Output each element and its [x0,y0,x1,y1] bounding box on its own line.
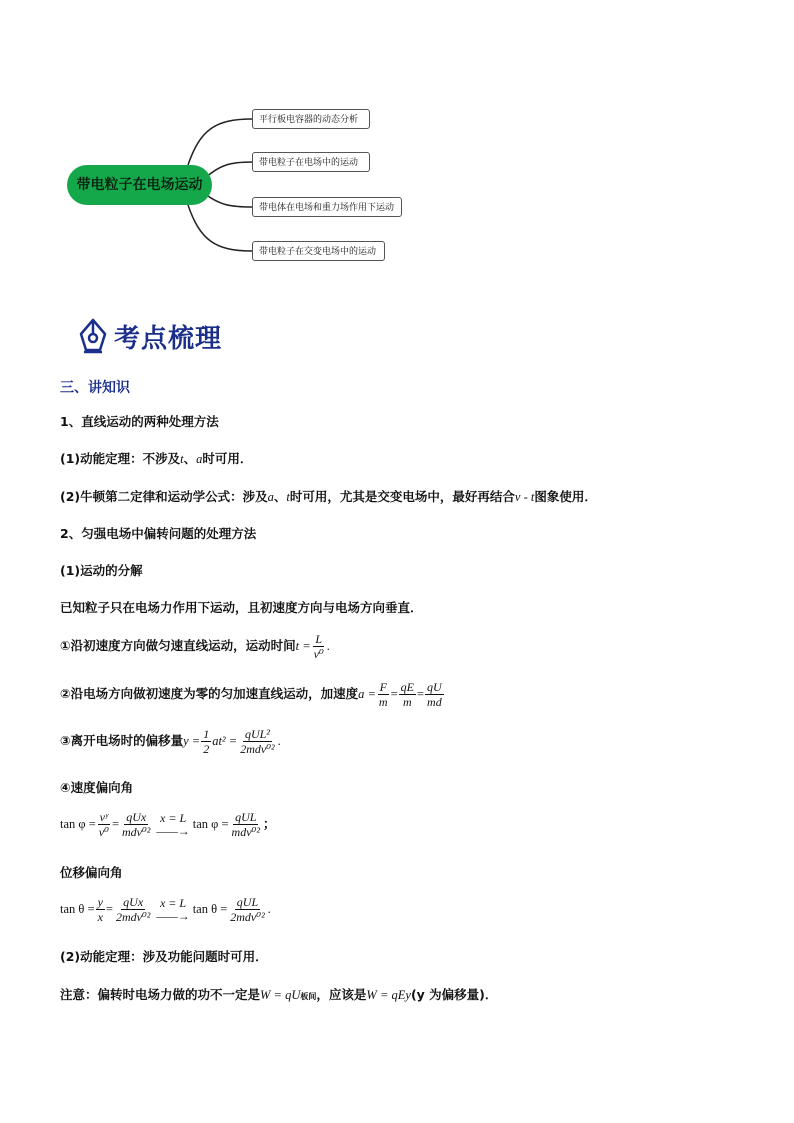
displacement-angle-heading: 位移偏向角 [60,865,123,880]
formula-time: ①沿初速度方向做匀速直线运动，运动时间t = $\frac{L}{\text{v⁰}}$ . [60,632,330,661]
branch-3: 带电体在电场和重力场作用下运动 [252,197,402,217]
paragraph-newton-law: (2)牛顿第二定律和运动学公式：涉及a、t时可用，尤其是交变电场中，最好再结合v - t图象使用． [60,489,597,504]
branch-2: 带电粒子在电场中的运动 [252,152,370,172]
formula-displacement-angle: tan θ = $\frac{y}{x}$ = $\frac{\text{qUx}}{\text{2mdv⁰²}}$ x = L ——→ tan θ = $\frac{\text{qUL}}{\text{2mdv⁰²}}$ . [60,895,271,924]
branch-1: 平行板电容器的动态分析 [252,109,370,129]
section-title-text: 考点梳理 [114,323,223,354]
paragraph-decomposition: (1)运动的分解 [60,563,143,578]
item-2-heading: 2、匀强电场中偏转问题的处理方法 [60,526,257,541]
paragraph-kinetic-energy: (1)动能定理：不涉及t、a时可用． [60,451,253,466]
paragraph-condition: 已知粒子只在电场力作用下运动，且初速度方向与电场方向垂直． [60,600,423,615]
pen-nib-icon [78,318,108,354]
branch-4: 带电粒子在交变电场中的运动 [252,241,385,261]
formula-displacement: ③离开电场时的偏移量y = $\frac{1}{2}$ at² = $\frac{\text{qUL²}}{\text{2mdv⁰²}}$ . [60,727,281,756]
heading-knowledge: 三、讲知识 [60,380,130,396]
mind-map [0,0,794,300]
connector-3 [205,194,252,207]
mind-map-connectors [0,0,794,300]
connector-1 [188,119,252,165]
formula-velocity-angle: tan φ = $\frac{\text{vʸ}}{\text{v⁰}}$ = $\frac{\text{qUx}}{\text{mdv⁰²}}$ x = L ——→ tan φ = $\frac{\text{qUL}}{\text{mdv⁰²}}$ ； [60,810,276,839]
mind-map-root: 带电粒子在电场运动 [67,165,212,205]
item-1-heading: 1、直线运动的两种处理方法 [60,414,219,429]
formula-acceleration: ②沿电场方向做初速度为零的匀加速直线运动，加速度a = $\frac{F}{m}$ = $\frac{qE}{m}$ = $\frac{qU}{md}$ [60,680,442,709]
paragraph-energy-theorem: (2)动能定理：涉及功能问题时可用． [60,949,268,964]
velocity-angle-heading: ④速度偏向角 [60,780,134,795]
section-title [78,316,222,356]
connector-2 [205,162,252,178]
connector-4 [188,205,252,251]
paragraph-note: 注意：偏转时电场力做的功不一定是W = qU板间，应该是W = qEy(y 为偏移量)． [60,987,498,1002]
